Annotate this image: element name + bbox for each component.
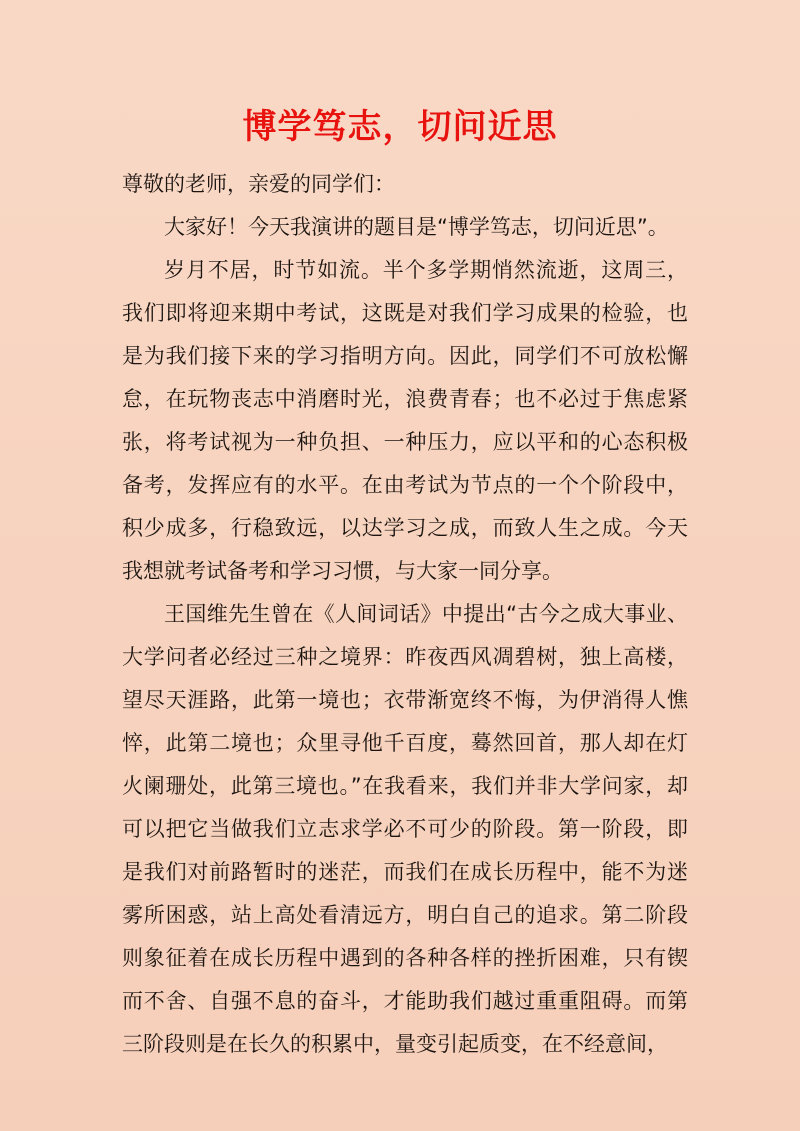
paragraph-exam-preparation: 岁月不居，时节如流。半个多学期悄然流逝，这周三，我们即将迎来期中考试，这既是对我们学习成果的检验，也是为我们接下来的学习指明方向。因此，同学们不可放松懈怠，在玩物丧志中消磨时光，浪费青春；也不必过于焦虑紧张，将考试视为一种负担、一种压力，应以平和的心态积极备考，发挥应有的水平。在由考试为节点的一个个阶段中，积少成多，行稳致远，以达学习之成，而致人生之成。今天我想就考试备考和学习习惯，与大家一同分享。 xyxy=(122,258,688,583)
salutation: 尊敬的老师，亲爱的同学们： xyxy=(122,172,395,196)
document-body xyxy=(122,163,688,1066)
paragraph-three-realms: 王国维先生曾在《人间词话》中提出“古今之成大事业、大学问者必经过三种之境界：昨夜西风凋碧树，独上高楼，望尽天涯路，此第一境也；衣带渐宽终不悔，为伊消得人憔悴，此第二境也；众里寻他千百度，蓦然回首，那人却在灯火阑珊处，此第三境也。”在我看来，我们并非大学问家，却可以把它当做我们立志求学必不可少的阶段。第一阶段，即是我们对前路暂时的迷茫，而我们在成长历程中，能不为迷雾所困惑，站上高处看清远方，明白自己的追求。第二阶段则象征着在成长历程中遇到的各种各样的挫折困难，只有锲而不舍、自强不息的奋斗，才能助我们越过重重阻碍。而第三阶段则是在长久的积累中，量变引起质变，在不经意间， xyxy=(122,602,688,1056)
document-title: 博学笃志，切问近思 xyxy=(242,107,558,147)
paragraph-greeting: 大家好！今天我演讲的题目是“博学笃志，切问近思”。 xyxy=(164,215,669,239)
